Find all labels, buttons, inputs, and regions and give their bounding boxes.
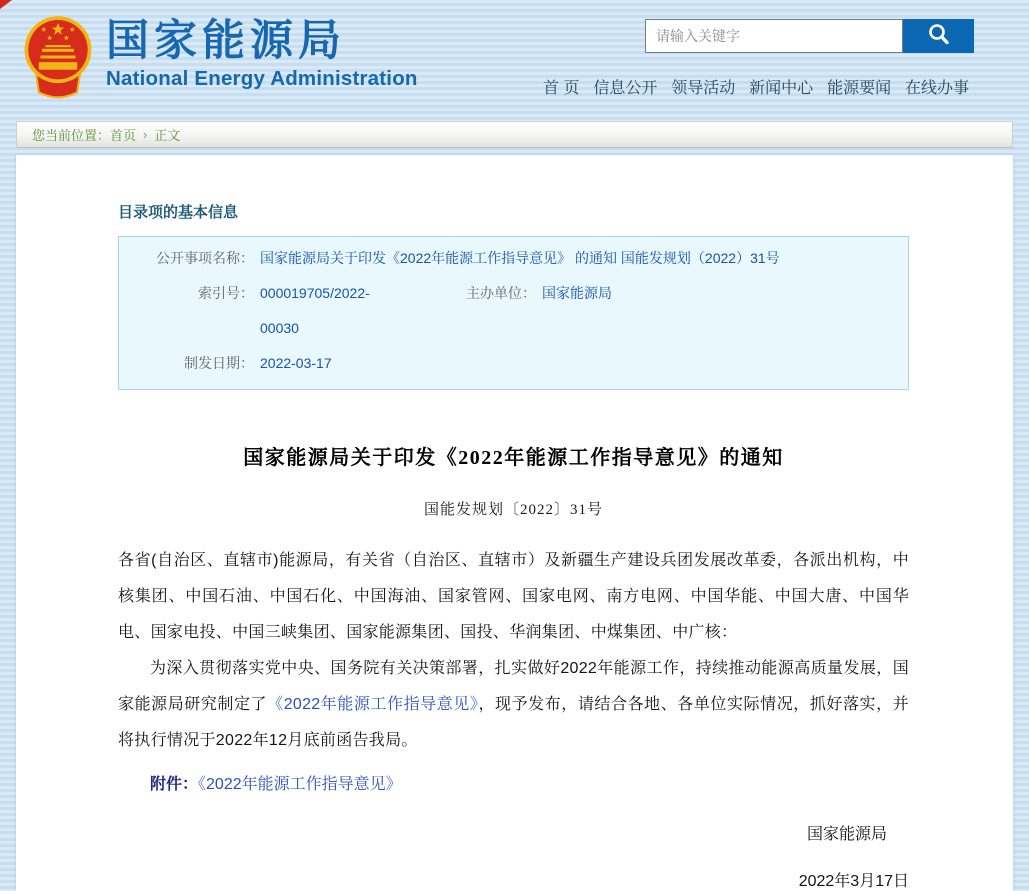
site-title-en: National Energy Administration xyxy=(106,67,418,90)
site-title-zh: 国家能源局 xyxy=(106,17,346,65)
nav-item-news-center[interactable]: 新闻中心 xyxy=(749,80,814,97)
info-row-date xyxy=(119,346,908,381)
nav-item-home[interactable]: 首 页 xyxy=(543,80,580,97)
nav-item-info-disclosure[interactable]: 信息公开 xyxy=(593,80,658,97)
catalog-info-box xyxy=(118,236,909,390)
site-title-block xyxy=(106,16,418,92)
breadcrumb-prefix: 您当前位置： xyxy=(32,128,111,143)
info-row-index-org xyxy=(119,276,908,346)
field-value-name: 国家能源局关于印发《2022年能源工作指导意见》 的通知 国能发规划（2022）31号 xyxy=(260,250,780,266)
nav-item-online-service[interactable]: 在线办事 xyxy=(904,80,969,97)
national-emblem-logo xyxy=(16,12,100,104)
para2-text-before: 为深入贯彻落实党中央、国务院有关决策部署，扎实做好2022年能源工作，持续推动能源高质量发展，国家能源局研究制定了 xyxy=(118,660,909,713)
attachment-line xyxy=(118,767,909,803)
content-panel xyxy=(16,155,1013,891)
attachment-label: 附件： xyxy=(150,776,199,793)
corner-ribbon xyxy=(0,0,12,9)
breadcrumb-home-link[interactable]: 首页 xyxy=(110,128,137,143)
guidance-opinion-link[interactable]: 《2022年能源工作指导意见》 xyxy=(267,696,479,713)
field-value-date: 2022-03-17 xyxy=(260,355,332,371)
main-nav xyxy=(543,75,969,98)
field-label-name: 公开事项名称： xyxy=(156,250,254,266)
breadcrumb xyxy=(16,121,1013,148)
catalog-info-heading: 目录项的基本信息 xyxy=(118,204,239,221)
field-label-org: 主办单位： xyxy=(466,285,536,301)
search-input[interactable] xyxy=(645,19,903,53)
attachment-link[interactable]: 《2022年能源工作指导意见》 xyxy=(198,776,402,793)
breadcrumb-current: 正文 xyxy=(154,128,181,143)
document-number: 国能发规划〔2022〕31号 xyxy=(423,502,603,518)
issuing-authority: 国家能源局 xyxy=(806,826,887,843)
nav-item-leadership[interactable]: 领导活动 xyxy=(671,80,736,97)
article-paragraph-body xyxy=(118,651,909,759)
search-button[interactable] xyxy=(903,19,974,53)
info-row-name xyxy=(119,241,908,276)
article-title: 国家能源局关于印发《2022年能源工作指导意见》的通知 xyxy=(243,447,784,469)
site-header xyxy=(0,0,1029,121)
breadcrumb-separator: › xyxy=(143,127,148,142)
field-value-org: 国家能源局 xyxy=(542,285,612,301)
nav-item-energy-news[interactable]: 能源要闻 xyxy=(827,80,892,97)
article-paragraph-recipients: 各省(自治区、直辖市)能源局，有关省（自治区、直辖市）及新疆生产建设兵团发展改革委，各派出机构，中核集团、中国石油、中国石化、中国海油、国家管网、国家电网、南方电网、中国华能、中国大唐、中国华电、国家电投、中国三峡集团、国家能源集团、国投、华润集团、中煤集团、中广核： xyxy=(118,552,909,641)
field-label-date: 制发日期： xyxy=(184,355,254,371)
field-value-index: 000019705/2022-00030 xyxy=(260,285,370,336)
field-label-index: 索引号： xyxy=(198,285,254,301)
search-bar xyxy=(645,19,974,53)
para2-text-after: ，现予发布，请结合各地、各单位实际情况，抓好落实，并将执行情况于2022年12月底前函告我局。 xyxy=(118,696,909,749)
issue-date: 2022年3月17日 xyxy=(798,873,909,890)
search-icon xyxy=(926,22,952,51)
